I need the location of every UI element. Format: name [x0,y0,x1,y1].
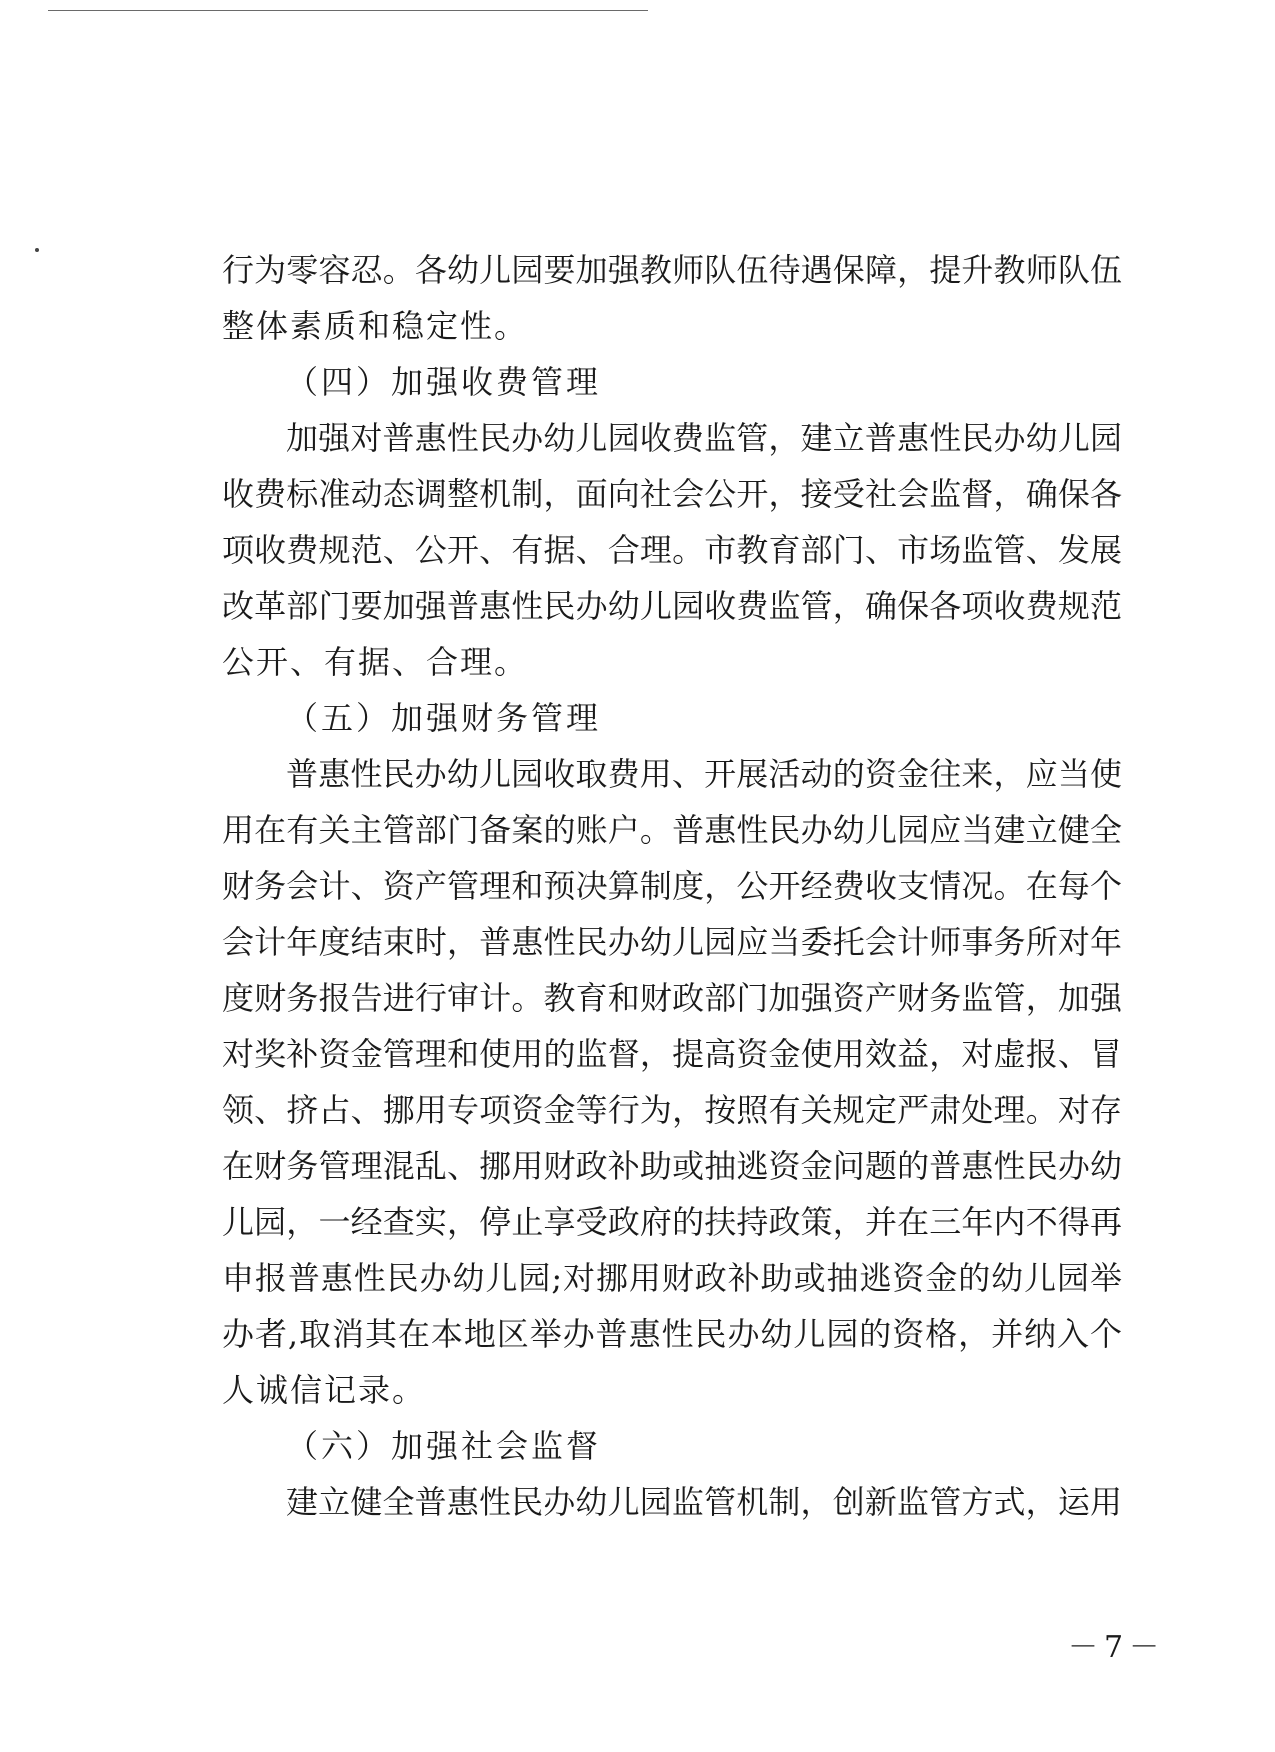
text-line: 对奖补资金管理和使用的监督，提高资金使用效益，对虚报、冒 [222,1035,1122,1073]
text-line: 公开、有据、合理。 [222,643,529,681]
text-line: 用在有关主管部门备案的账户。普惠性民办幼儿园应当建立健全 [222,811,1122,849]
text-line: 领、挤占、挪用专项资金等行为，按照有关规定严肃处理。对存 [222,1091,1122,1129]
section-heading-6: （六）加强社会监督 [286,1427,602,1465]
section-heading-4: （四）加强收费管理 [286,363,602,401]
text-line: 儿园，一经查实，停止享受政府的扶持政策，并在三年内不得再 [222,1203,1122,1241]
text-line: 办者,取消其在本地区举办普惠性民办幼儿园的资格，并纳入个 [222,1315,1122,1353]
text-line: 在财务管理混乱、挪用财政补助或抽逃资金问题的普惠性民办幼 [222,1147,1122,1185]
text-line: 改革部门要加强普惠性民办幼儿园收费监管，确保各项收费规范 [222,587,1122,625]
section-heading-5: （五）加强财务管理 [286,699,602,737]
text-line: 项收费规范、公开、有据、合理。市教育部门、市场监管、发展 [222,531,1122,569]
text-line: 建立健全普惠性民办幼儿园监管机制，创新监管方式，运用 [286,1483,1122,1521]
text-line: 行为零容忍。各幼儿园要加强教师队伍待遇保障，提升教师队伍 [222,251,1122,289]
top-rule [48,10,648,11]
text-line: 会计年度结束时，普惠性民办幼儿园应当委托会计师事务所对年 [222,923,1122,961]
text-line: 申报普惠性民办幼儿园;对挪用财政补助或抽逃资金的幼儿园举 [222,1259,1122,1297]
text-line: 财务会计、资产管理和预决算制度，公开经费收支情况。在每个 [222,867,1122,905]
text-line: 加强对普惠性民办幼儿园收费监管，建立普惠性民办幼儿园 [286,419,1122,457]
text-line: 度财务报告进行审计。教育和财政部门加强资产财务监管，加强 [222,979,1122,1017]
text-line: 整体素质和稳定性。 [222,307,529,345]
text-line: 普惠性民办幼儿园收取费用、开展活动的资金往来，应当使 [286,755,1122,793]
text-line: 收费标准动态调整机制，面向社会公开，接受社会监督，确保各 [222,475,1122,513]
scan-speck [35,248,39,252]
document-body [222,242,1122,1530]
page-number: －7－ [1068,1630,1166,1665]
text-line: 人诚信记录。 [222,1371,427,1409]
